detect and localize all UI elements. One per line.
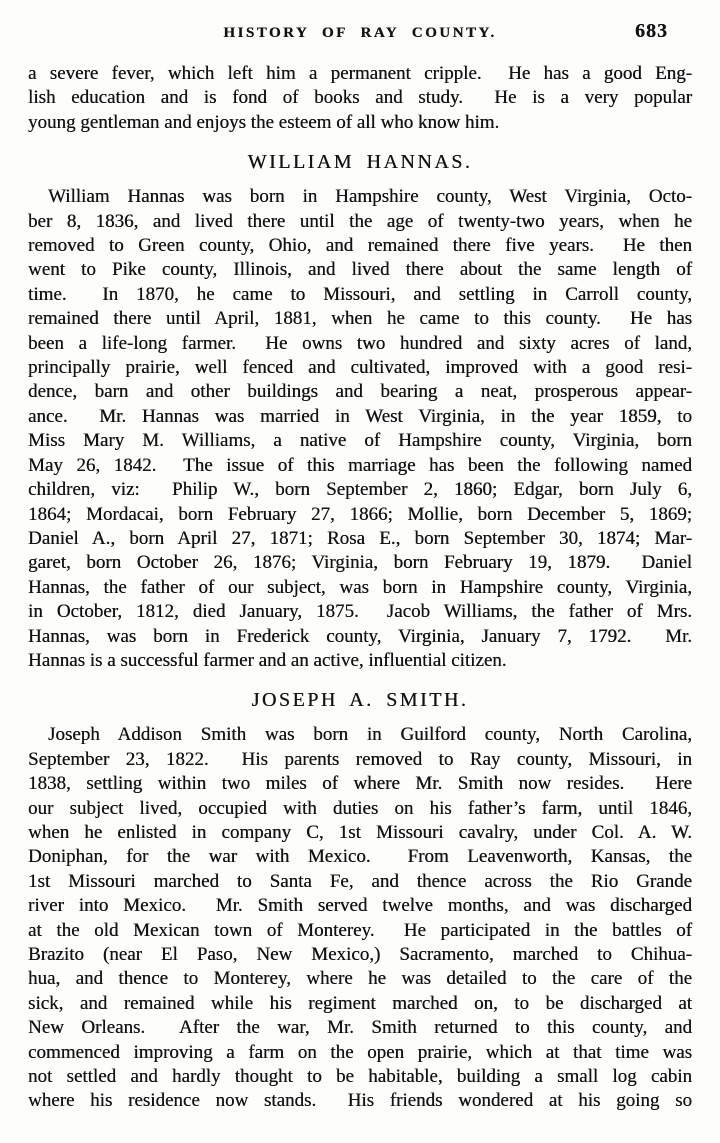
text-line: Miss Mary M. Williams, a native of Hampshire county, Virginia, born	[28, 430, 692, 452]
text-line: Hannas is a successful farmer and an active, influential citizen.	[28, 649, 507, 671]
text-line: hua, and thence to Monterey, where he was detailed to the care of the	[28, 968, 692, 990]
section-heading: WILLIAM HANNAS.	[247, 151, 473, 174]
paragraph	[28, 723, 692, 1114]
page-header	[0, 25, 720, 42]
text-line: New Orleans. After the war, Mr. Smith returned to this county, and	[28, 1017, 692, 1039]
text-line: river into Mexico. Mr. Smith served twelve months, and was discharged	[28, 895, 692, 917]
text-line: sick, and remained while his regiment marched on, to be discharged at	[28, 992, 692, 1014]
text-line: William Hannas was born in Hampshire county, West Virginia, Octo-	[48, 186, 692, 208]
text-line: in October, 1812, died January, 1875. Jacob Williams, the father of Mrs.	[28, 601, 692, 623]
text-line: commenced improving a farm on the open prairie, which at that time was	[28, 1041, 692, 1063]
text-line: a severe fever, which left him a permanent cripple. He has a good Eng-	[28, 63, 692, 84]
text-line: young gentleman and enjoys the esteem of all who know him.	[28, 111, 500, 133]
text-line: our subject lived, occupied with duties on his father’s farm, until 1846,	[28, 797, 692, 819]
section-heading: JOSEPH A. SMITH.	[251, 689, 469, 712]
header-title: HISTORY OF RAY COUNTY.	[223, 25, 497, 41]
text-line: lish education and is fond of books and study. He is a very popular	[28, 87, 692, 109]
text-line: Hannas, the father of our subject, was born in Hampshire county, Virginia,	[28, 576, 692, 598]
text-line: where his residence now stands. His friends wondered at his going so	[28, 1090, 692, 1112]
text-line: been a life-long farmer. He owns two hundred and sixty acres of land,	[28, 332, 692, 354]
text-line: remained there until April, 1881, when he came to this county. He has	[28, 308, 692, 330]
text-line: children, viz: Philip W., born September 2, 1860; Edgar, born July 6,	[28, 479, 692, 501]
text-line: went to Pike county, Illinois, and lived there about the same length of	[28, 259, 692, 281]
text-line: removed to Green county, Ohio, and remained there five years. He then	[28, 235, 692, 257]
text-line: when he enlisted in company C, 1st Missouri cavalry, under Col. A. W.	[28, 821, 692, 843]
text-line: Doniphan, for the war with Mexico. From Leavenworth, Kansas, the	[28, 846, 692, 868]
text-line: 1838, settling within two miles of where Mr. Smith now resides. Here	[28, 773, 692, 795]
text-line: ber 8, 1836, and lived there until the age of twenty-two years, when he	[28, 210, 692, 232]
text-line: May 26, 1842. The issue of this marriage has been the following named	[28, 454, 692, 476]
text-line: Daniel A., born April 27, 1871; Rosa E., born September 30, 1874; Mar-	[28, 527, 692, 549]
text-line: at the old Mexican town of Monterey. He participated in the battles of	[28, 919, 692, 941]
page-number: 683	[635, 20, 668, 42]
text-line: garet, born October 26, 1876; Virginia, born February 19, 1879. Daniel	[28, 552, 692, 574]
paragraph	[28, 62, 692, 135]
text-line: Hannas, was born in Frederick county, Virginia, January 7, 1792. Mr.	[28, 625, 692, 647]
paragraph	[28, 185, 692, 673]
text-line: 1864; Mordacai, born February 27, 1866; Mollie, born December 5, 1869;	[28, 503, 692, 525]
text-line: time. In 1870, he came to Missouri, and settling in Carroll county,	[28, 283, 692, 305]
text-line: principally prairie, well fenced and cultivated, improved with a good resi-	[28, 357, 692, 379]
text-line: September 23, 1822. His parents removed to Ray county, Missouri, in	[28, 748, 692, 770]
page-body	[28, 62, 692, 1114]
text-line: Joseph Addison Smith was born in Guilford county, North Carolina,	[48, 724, 692, 746]
text-line: 1st Missouri marched to Santa Fe, and thence across the Rio Grande	[28, 870, 692, 892]
text-line: ance. Mr. Hannas was married in West Virginia, in the year 1859, to	[28, 405, 692, 427]
text-line: dence, barn and other buildings and bearing a neat, prosperous appear-	[28, 381, 692, 403]
text-line: Brazito (near El Paso, New Mexico,) Sacramento, marched to Chihua-	[28, 944, 692, 965]
text-line: not settled and hardly thought to be habitable, building a small log cabin	[28, 1066, 692, 1088]
